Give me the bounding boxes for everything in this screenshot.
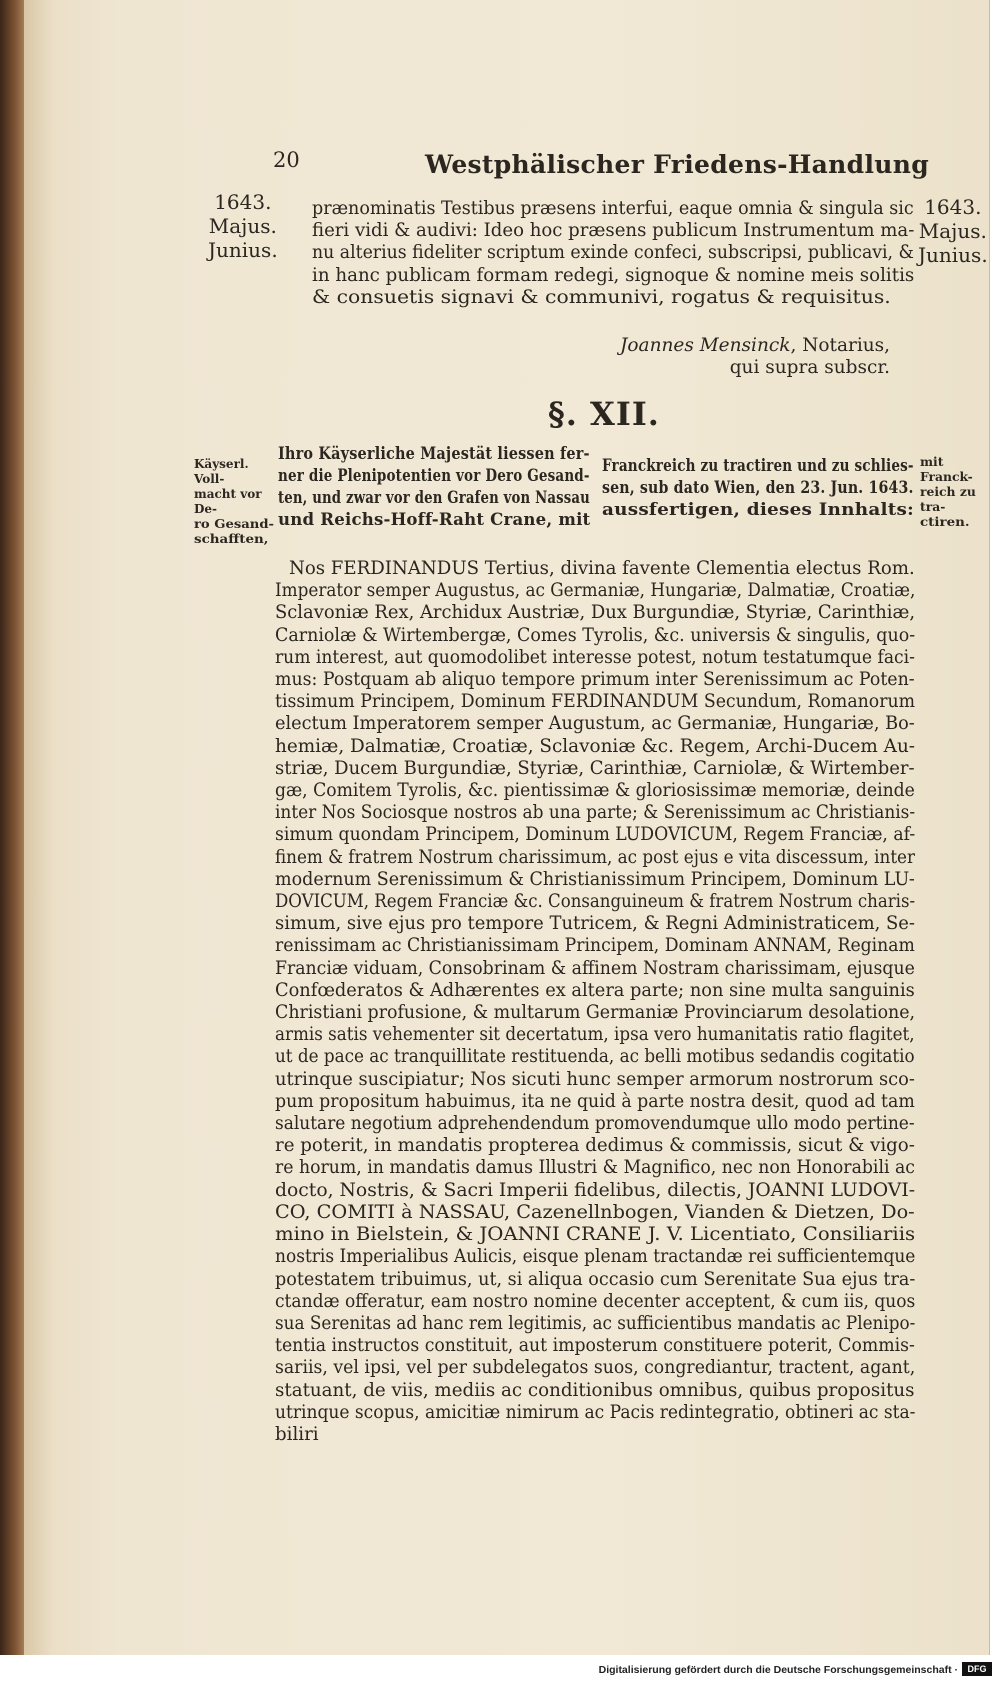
margin-date-month: Majus.	[208, 214, 277, 238]
text-line: simum, sive ejus pro tempore Tutricem, & Regni Administraticem, Se-	[275, 913, 915, 935]
notary-paragraph	[312, 198, 914, 309]
main-latin-text	[275, 558, 915, 1446]
margin-date-month: Junius.	[208, 238, 278, 262]
text-line: Confœderatos & Adhærentes ex altera parte; non sine multa sanguinis	[275, 979, 915, 1001]
text-line: sariis, vel ipsi, vel per subdelegatos suos, congrediantur, tractent, agant,	[275, 1357, 916, 1379]
text-line: fieri vidi & audivi: Ideo hoc præsens publicum Instrumentum ma-	[312, 220, 915, 242]
text-line: Nos FERDINANDUS Tertius, divina favente Clementia electus Rom.	[288, 558, 915, 579]
text-line: rum interest, aut quomodolibet interesse potest, notum testatumque faci-	[275, 646, 915, 668]
text-line: ctandæ offeratur, eam nostro nomine decenter acceptent, & cum iis, quos	[275, 1290, 916, 1312]
text-line: re horum, in mandatis damus Illustri & Magnifico, nec non Honorabili ac	[275, 1157, 915, 1179]
text-line: inter Nos Sociosque nostros ab una parte; & Serenissimum ac Christianis-	[275, 802, 916, 824]
marginal-gloss-left	[194, 457, 274, 547]
margin-date-right	[918, 195, 988, 267]
text-line: biliri	[275, 1423, 319, 1445]
text-line: nostris Imperialibus Aulicis, eisque plenam tractandæ rei sufficientemque	[275, 1246, 916, 1268]
text-line: sen, sub dato Wien, den 23. Jun. 1643.	[602, 478, 914, 498]
text-line: und Reichs-Hoff-Raht Crane, mit	[278, 510, 591, 530]
text-line: pum propositum habuimus, ita ne quid à parte nostra desit, quod ad tam	[275, 1090, 915, 1112]
text-line: salutare negotium adprehendendum promovendumque ullo modo pertine-	[275, 1113, 915, 1135]
book-binding-edge	[0, 0, 24, 1655]
text-line: hemiæ, Dalmatiæ, Croatiæ, Sclavoniæ &c. Regem, Archi-Ducem Au-	[275, 735, 916, 757]
text-line: armis satis vehementer sit decertatum, ipsa vero humanitatis ratio flagitet,	[275, 1024, 915, 1046]
gloss-line: ctiren.	[920, 515, 970, 529]
section-heading: §. XII.	[548, 395, 660, 433]
margin-date-month: Junius.	[918, 243, 988, 267]
text-line: striæ, Ducem Burgundiæ, Styriæ, Carinthiæ, Carniolæ, & Wirtember-	[275, 757, 915, 779]
margin-date-left	[208, 190, 278, 262]
text-line: Franckreich zu tractiren und zu schlies-	[602, 456, 914, 476]
text-line: & consuetis signavi & communivi, rogatus & requisitus.	[312, 286, 891, 308]
margin-date-year: 1643.	[214, 190, 272, 214]
text-line: aussfertigen, dieses Innhalts:	[602, 500, 915, 520]
notary-name: Joannes Mensinck	[620, 335, 791, 356]
text-line: prænominatis Testibus præsens interfui, eaque omnia & singula sic	[312, 198, 914, 219]
text-line: potestatem tribuimus, ut, si aliqua occasio cum Serenitate Sua ejus tra-	[275, 1268, 916, 1290]
text-line: Ihro Käyserliche Majestät liessen fer-	[278, 444, 590, 464]
text-line: mus: Postquam ab aliquo tempore primum inter Serenissimum ac Poten-	[275, 669, 915, 691]
dfg-logo: DFG	[962, 1662, 992, 1676]
text-line: finem & fratrem Nostrum charissimum, ac post ejus e vita discessum, inter	[275, 846, 915, 868]
text-line: Christiani profusione, & multarum Germaniæ Provinciarum desolatione,	[275, 1002, 916, 1024]
text-line: utrinque scopus, amicitiæ nimirum ac Pacis redintegratio, obtineri ac sta-	[275, 1401, 916, 1423]
intro-column-left	[278, 443, 591, 531]
text-line: Imperator semper Augustus, ac Germaniæ, Hungariæ, Dalmatiæ, Croatiæ,	[275, 580, 916, 602]
running-head: Westphälischer Friedens-Handlung	[425, 150, 929, 179]
text-line: sua Serenitas ad hanc rem legitimis, ac sufficientibus mandatis ac Plenipo-	[275, 1312, 916, 1334]
gloss-line: ro Gesand-	[194, 517, 275, 531]
notary-signature	[620, 335, 890, 379]
text-line: CO, COMITI à NASSAU, Cazenellnbogen, Vianden & Dietzen, Do-	[275, 1201, 915, 1223]
gloss-line: schafften,	[194, 532, 269, 546]
text-line: docto, Nostris, & Sacri Imperii fidelibus, dilectis, JOANNI LUDOVI-	[275, 1179, 916, 1201]
gloss-line: mit Franck-	[920, 455, 973, 484]
margin-date-month: Majus.	[918, 219, 987, 243]
text-line: utrinque suscipiatur; Nos sicuti hunc semper armorum nostrorum sco-	[275, 1068, 915, 1090]
text-line: in hanc publicam formam redegi, signoque & nomine meis solitis	[312, 264, 915, 286]
text-line: ut de pace ac tranquillitate restituenda, ac belli motibus sedandis cogitatio	[275, 1046, 915, 1068]
text-line: renissimam ac Christianissimam Principem, Dominam ANNAM, Reginam	[275, 935, 915, 957]
text-line: Franciæ viduam, Consobrinam & affinem Nostram charissimam, ejusque	[275, 957, 915, 979]
text-line: gæ, Comitem Tyrolis, &c. pientissimæ & gloriosissimæ memoriæ, deinde	[275, 780, 915, 802]
text-line: electum Imperatorem semper Augustum, ac Germaniæ, Hungariæ, Bo-	[275, 713, 915, 735]
text-line: modernum Serenissimum & Christianissimum Principem, Dominum LU-	[275, 868, 915, 890]
text-line: Carniolæ & Wirtembergæ, Comes Tyrolis, &c. universis & singulis, quo-	[275, 624, 916, 646]
text-line: nu alterius fideliter scriptum exinde confeci, subscripsi, publicavi, &	[312, 242, 914, 264]
intro-column-right	[602, 455, 914, 521]
text-line: Sclavoniæ Rex, Archidux Austriæ, Dux Burgundiæ, Styriæ, Carinthiæ,	[275, 602, 916, 624]
gloss-line: reich zu tra-	[920, 485, 976, 514]
text-line: ner die Plenipotentien vor Dero Gesand-	[278, 466, 590, 486]
text-line: re poterit, in mandatis propterea dedimus & commissis, sicut & vigo-	[275, 1135, 915, 1157]
page-number: 20	[273, 148, 300, 172]
notary-title: , Notarius,	[790, 335, 891, 356]
gloss-line: macht vor De-	[194, 487, 262, 516]
text-line: tentia instructos constituit, aut imposterum constituere poterit, Commis-	[275, 1335, 915, 1357]
digitization-credit: Digitalisierung gefördert durch die Deutsche Forschungsgemeinschaft ·	[598, 1664, 958, 1676]
text-line: DOVICUM, Regem Franciæ &c. Consanguineum & fratrem Nostrum charis-	[275, 891, 916, 913]
margin-date-year: 1643.	[924, 195, 982, 219]
text-line: tissimum Principem, Dominum FERDINANDUM Secundum, Romanorum	[275, 691, 916, 713]
text-line: mino in Bielstein, & JOANNI CRANE J. V. Licentiato, Consiliariis	[275, 1224, 916, 1246]
text-line: ten, und zwar vor den Grafen von Nassau	[278, 488, 590, 508]
text-line: statuant, de viis, mediis ac conditionibus omnibus, quibus propositus	[275, 1379, 915, 1401]
text-line: simum quondam Principem, Dominum LUDOVICUM, Regem Franciæ, af-	[275, 824, 916, 846]
gloss-line: Käyserl. Voll-	[194, 457, 249, 486]
notary-subscription: qui supra subscr.	[729, 357, 891, 378]
